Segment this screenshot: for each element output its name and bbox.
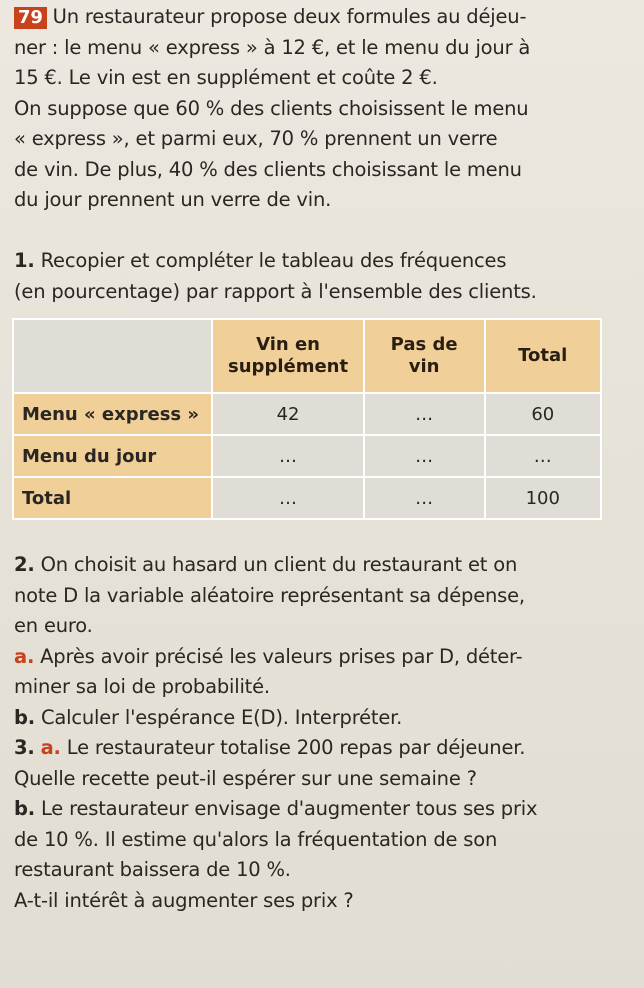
- intro-line: du jour prennent un verre de vin.: [14, 188, 332, 211]
- column-header: Pas de vin: [364, 319, 485, 393]
- row-header: Total: [13, 477, 212, 519]
- question-3b-line: de 10 %. Il estime qu'alors la fréquentation de son: [14, 827, 498, 851]
- intro-line: 79 Un restaurateur propose deux formules au déjeu-: [14, 2, 632, 33]
- row-header: Menu « express »: [13, 393, 212, 435]
- table-cell: …: [364, 393, 485, 435]
- table-cell: …: [364, 477, 485, 519]
- table-header-row: [13, 319, 601, 393]
- question-1: [14, 246, 632, 307]
- exercise-intro: [14, 2, 632, 216]
- question-2b-number: b.: [14, 705, 35, 729]
- intro-line: « express », et parmi eux, 70 % prennent un verre: [14, 127, 498, 150]
- question-3b-number: b.: [14, 797, 35, 820]
- question-1-line: (en pourcentage) par rapport à l'ensemble des clients.: [14, 279, 537, 303]
- column-header: Total: [485, 319, 601, 393]
- question-2: [14, 550, 632, 733]
- question-3a-line: Quelle recette peut-il espérer sur une semaine ?: [14, 766, 477, 790]
- question-2-line: note D la variable aléatoire représentant sa dépense,: [14, 583, 525, 607]
- table-cell: 100: [485, 477, 601, 519]
- question-3a-line: 3. a. Le restaurateur totalise 200 repas par déjeuner.: [14, 736, 526, 759]
- intro-line: On suppose que 60 % des clients choisissent le menu: [14, 96, 529, 120]
- question-2-line: en euro.: [14, 614, 93, 637]
- table-cell: …: [485, 435, 601, 477]
- question-2b-line: b. Calculer l'espérance E(D). Interpréter.: [14, 705, 403, 729]
- table-corner-cell: [13, 319, 212, 393]
- question-3b-line: restaurant baissera de 10 %.: [14, 858, 291, 881]
- question-2-number: 2.: [14, 553, 35, 576]
- table-cell: …: [212, 477, 363, 519]
- frequency-table: [12, 318, 602, 520]
- question-3: [14, 733, 632, 916]
- question-1-number: 1.: [14, 249, 35, 272]
- question-2a-number: a.: [14, 644, 35, 668]
- table-cell: …: [364, 435, 485, 477]
- intro-line: ner : le menu « express » à 12 €, et le menu du jour à: [14, 35, 531, 59]
- question-3b-line: b. Le restaurateur envisage d'augmenter tous ses prix: [14, 797, 538, 820]
- table-cell: …: [212, 435, 363, 477]
- table-row: [13, 435, 601, 477]
- question-3a-number: a.: [40, 736, 61, 759]
- table-row: [13, 477, 601, 519]
- exercise-number-badge: 79: [14, 7, 47, 29]
- row-header: Menu du jour: [13, 435, 212, 477]
- table-cell: 60: [485, 393, 601, 435]
- question-1-line: 1. Recopier et compléter le tableau des fréquences: [14, 249, 507, 272]
- question-2a-line: miner sa loi de probabilité.: [14, 675, 270, 698]
- question-2a-line: a. Après avoir précisé les valeurs prises par D, déter-: [14, 644, 523, 668]
- question-3b-line: A-t-il intérêt à augmenter ses prix ?: [14, 888, 354, 912]
- table-cell: 42: [212, 393, 363, 435]
- question-2-line: 2. On choisit au hasard un client du restaurant et on: [14, 553, 518, 576]
- intro-line: de vin. De plus, 40 % des clients choisissant le menu: [14, 157, 522, 181]
- column-header: Vin en supplément: [212, 319, 363, 393]
- intro-line: 15 €. Le vin est en supplément et coûte 2 €.: [14, 66, 438, 89]
- table-row: [13, 393, 601, 435]
- question-3-number: 3.: [14, 736, 35, 759]
